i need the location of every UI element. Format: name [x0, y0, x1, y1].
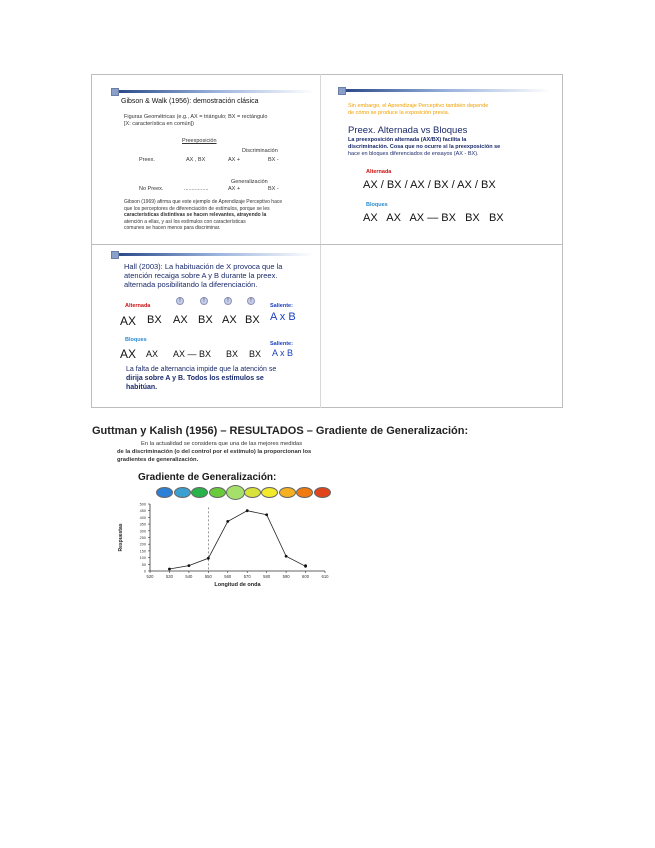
bloques-label: Bloques [366, 202, 388, 208]
para-line: que los perceptores de diferenciación de estímulos, porque se les [124, 205, 270, 212]
saliente-value-1: A x B [270, 311, 296, 323]
data-point [304, 564, 307, 567]
alt-stim-2: BX [147, 314, 162, 326]
slide-conclusion [126, 365, 276, 392]
slide-title: Gibson & Walk (1956): demostración clásica [121, 98, 259, 105]
y-tick-label: 250 [139, 536, 146, 540]
color-circle [279, 487, 296, 498]
blk-stim-3: AX — BX [173, 349, 212, 359]
x-tick-label: 580 [263, 574, 271, 579]
intro-line: alternada posibilitando la diferenciación. [124, 280, 258, 289]
color-circle [296, 487, 313, 498]
color-circle [261, 487, 278, 498]
para-line: Gibson (1969) afirma que este ejemplo de Aprendizaje Perceptivo hace [124, 199, 283, 205]
color-circle [314, 487, 331, 498]
exclamation-icon: ! [176, 297, 184, 305]
slide-paragraph [124, 199, 282, 232]
y-axis-label: Respuestas [118, 523, 124, 552]
data-point [246, 509, 249, 512]
y-tick-label: 450 [139, 509, 146, 514]
y-tick-label: 150 [139, 549, 146, 554]
exclamation-icon: ! [247, 297, 255, 305]
slide-intro-line2: de cómo se produce la exposición previa. [348, 110, 450, 116]
y-tick-label: 200 [139, 542, 146, 547]
slide-body-line3: hace en bloques diferenciados de ensayos (AX - BX). [348, 151, 479, 157]
y-tick-label: 300 [139, 529, 146, 534]
bloques-sequence: AX AX AX — BX BX BX [363, 212, 504, 224]
x-tick-label: 550 [204, 574, 212, 579]
slide-header-bar [119, 253, 314, 256]
generalization-header: Generalización [231, 179, 268, 185]
y-tick-label: 350 [139, 522, 146, 527]
slide-intro-line1: Sin embargo, el Aprendizaje Perceptivo también depende [348, 103, 489, 109]
para-line: atención a ellas, y así los estímulos con características [124, 218, 246, 225]
paragraph-line: de la discriminación (o del control por el estímulo) la proporcionan los [117, 449, 312, 455]
exclamation-icon: ! [200, 297, 208, 305]
section-heading: Guttman y Kalish (1956) – RESULTADOS – Gradiente de Generalización: [92, 425, 469, 437]
data-point [265, 513, 268, 516]
slide-header-bar [119, 90, 314, 93]
intro-line: atención recaiga sobre A y B durante la preex. [124, 271, 278, 280]
slide-hall [92, 245, 319, 407]
concl-line: habitúan. [126, 384, 158, 391]
alternada-sequence: AX / BX / AX / BX / AX / BX [363, 179, 496, 191]
x-axis-label: Longitud de onda [214, 582, 261, 588]
color-circle [191, 487, 208, 498]
section-paragraph [117, 440, 311, 464]
exclamation-icon: ! [224, 297, 232, 305]
color-circle [174, 487, 191, 498]
x-tick-label: 520 [146, 574, 154, 579]
paragraph-line: gradientes de generalización. [117, 457, 199, 463]
alt-stim-6: BX [245, 314, 260, 326]
x-tick-label: 560 [224, 574, 232, 579]
blk-stim-1: AX [120, 347, 137, 361]
y-tick-label: 50 [141, 562, 146, 567]
preexposure-header: Preexposición [182, 138, 217, 144]
color-circle [209, 487, 226, 498]
alt-stim-1: AX [120, 314, 137, 328]
blk-stim-2: AX [146, 349, 159, 359]
slide-header-bar [346, 89, 551, 92]
x-tick-label: 530 [165, 574, 173, 579]
x-tick-label: 570 [243, 574, 251, 579]
row-nopreex-label: No Preex. [139, 186, 164, 192]
y-tick-label: 0 [143, 569, 146, 574]
slide-heading: Preex. Alternada vs Bloques [348, 125, 468, 136]
x-tick-label: 600 [302, 574, 310, 579]
generalization-chart [110, 498, 340, 593]
paragraph-line: En la actualidad se considera que una de las mejores medidas [141, 441, 303, 447]
intro-line: Hall (2003): La habituación de X provoca que la [124, 262, 283, 271]
data-point [226, 520, 229, 523]
bloques-label: Bloques [125, 337, 147, 343]
data-point [187, 564, 190, 567]
alternada-label: Alternada [366, 169, 392, 175]
saliente-label-2: Saliente: [270, 341, 293, 347]
para-line: características distintivas se hacen relevantes, atrayendo la [124, 212, 267, 218]
alt-stim-3: AX [173, 314, 188, 326]
concl-line: dirija sobre A y B. Todos los estímulos se [126, 375, 264, 382]
saliente-value-2: A x B [272, 348, 294, 358]
slide-subtitle-line2: [X: característica en común]) [124, 121, 194, 127]
para-line: comunes se hacen menos para discriminar. [124, 225, 221, 231]
blk-stim-4: BX [226, 349, 239, 359]
row-nopreex-ax: AX + [228, 186, 241, 192]
concl-line: La falta de alternancia impide que la atención se [126, 366, 277, 373]
row-preex-stimuli: AX , BX [186, 157, 206, 163]
discrimination-header: Discriminación [242, 148, 278, 154]
slide-body-line1: La preexposición alternada (AX/BX) facilita la [348, 137, 467, 143]
x-tick-label: 540 [185, 574, 193, 579]
row-nopreex-dots: ................ [184, 186, 209, 192]
row-preex-bx: BX - [268, 157, 279, 163]
slide-body-line2: discriminación. Cosa que no ocurre si la preexposición se [348, 144, 501, 150]
slide-intro [124, 262, 282, 289]
row-preex-label: Preex. [139, 157, 155, 163]
saliente-label-1: Saliente: [270, 303, 293, 309]
color-circle [244, 487, 261, 498]
chart-title: Gradiente de Generalización: [138, 472, 277, 483]
x-tick-label: 590 [282, 574, 290, 579]
alt-stim-4: BX [198, 314, 213, 326]
series-line [169, 511, 305, 569]
row-nopreex-bx: BX - [268, 186, 279, 192]
slide-bullet-icon [111, 251, 119, 259]
data-point [207, 557, 210, 560]
x-tick-label: 610 [321, 574, 329, 579]
y-tick-label: 100 [139, 556, 146, 561]
y-tick-label: 500 [139, 502, 146, 507]
slide-subtitle-line1: Figuras Geométricas (e.g., AX = triángulo; BX = rectángulo [124, 114, 268, 120]
alt-stim-5: AX [222, 314, 237, 326]
color-circle [156, 487, 173, 498]
y-tick-label: 400 [139, 515, 146, 520]
alternada-label: Alternada [125, 303, 151, 309]
blk-stim-5: BX [249, 349, 262, 359]
row-preex-ax: AX + [228, 157, 241, 163]
slide-gibson-walk [92, 75, 319, 243]
slide-bullet-icon [338, 87, 346, 95]
data-point [285, 555, 288, 558]
slide-alternada-bloques [321, 75, 562, 243]
data-point [168, 568, 171, 571]
slide-bullet-icon [111, 88, 119, 96]
